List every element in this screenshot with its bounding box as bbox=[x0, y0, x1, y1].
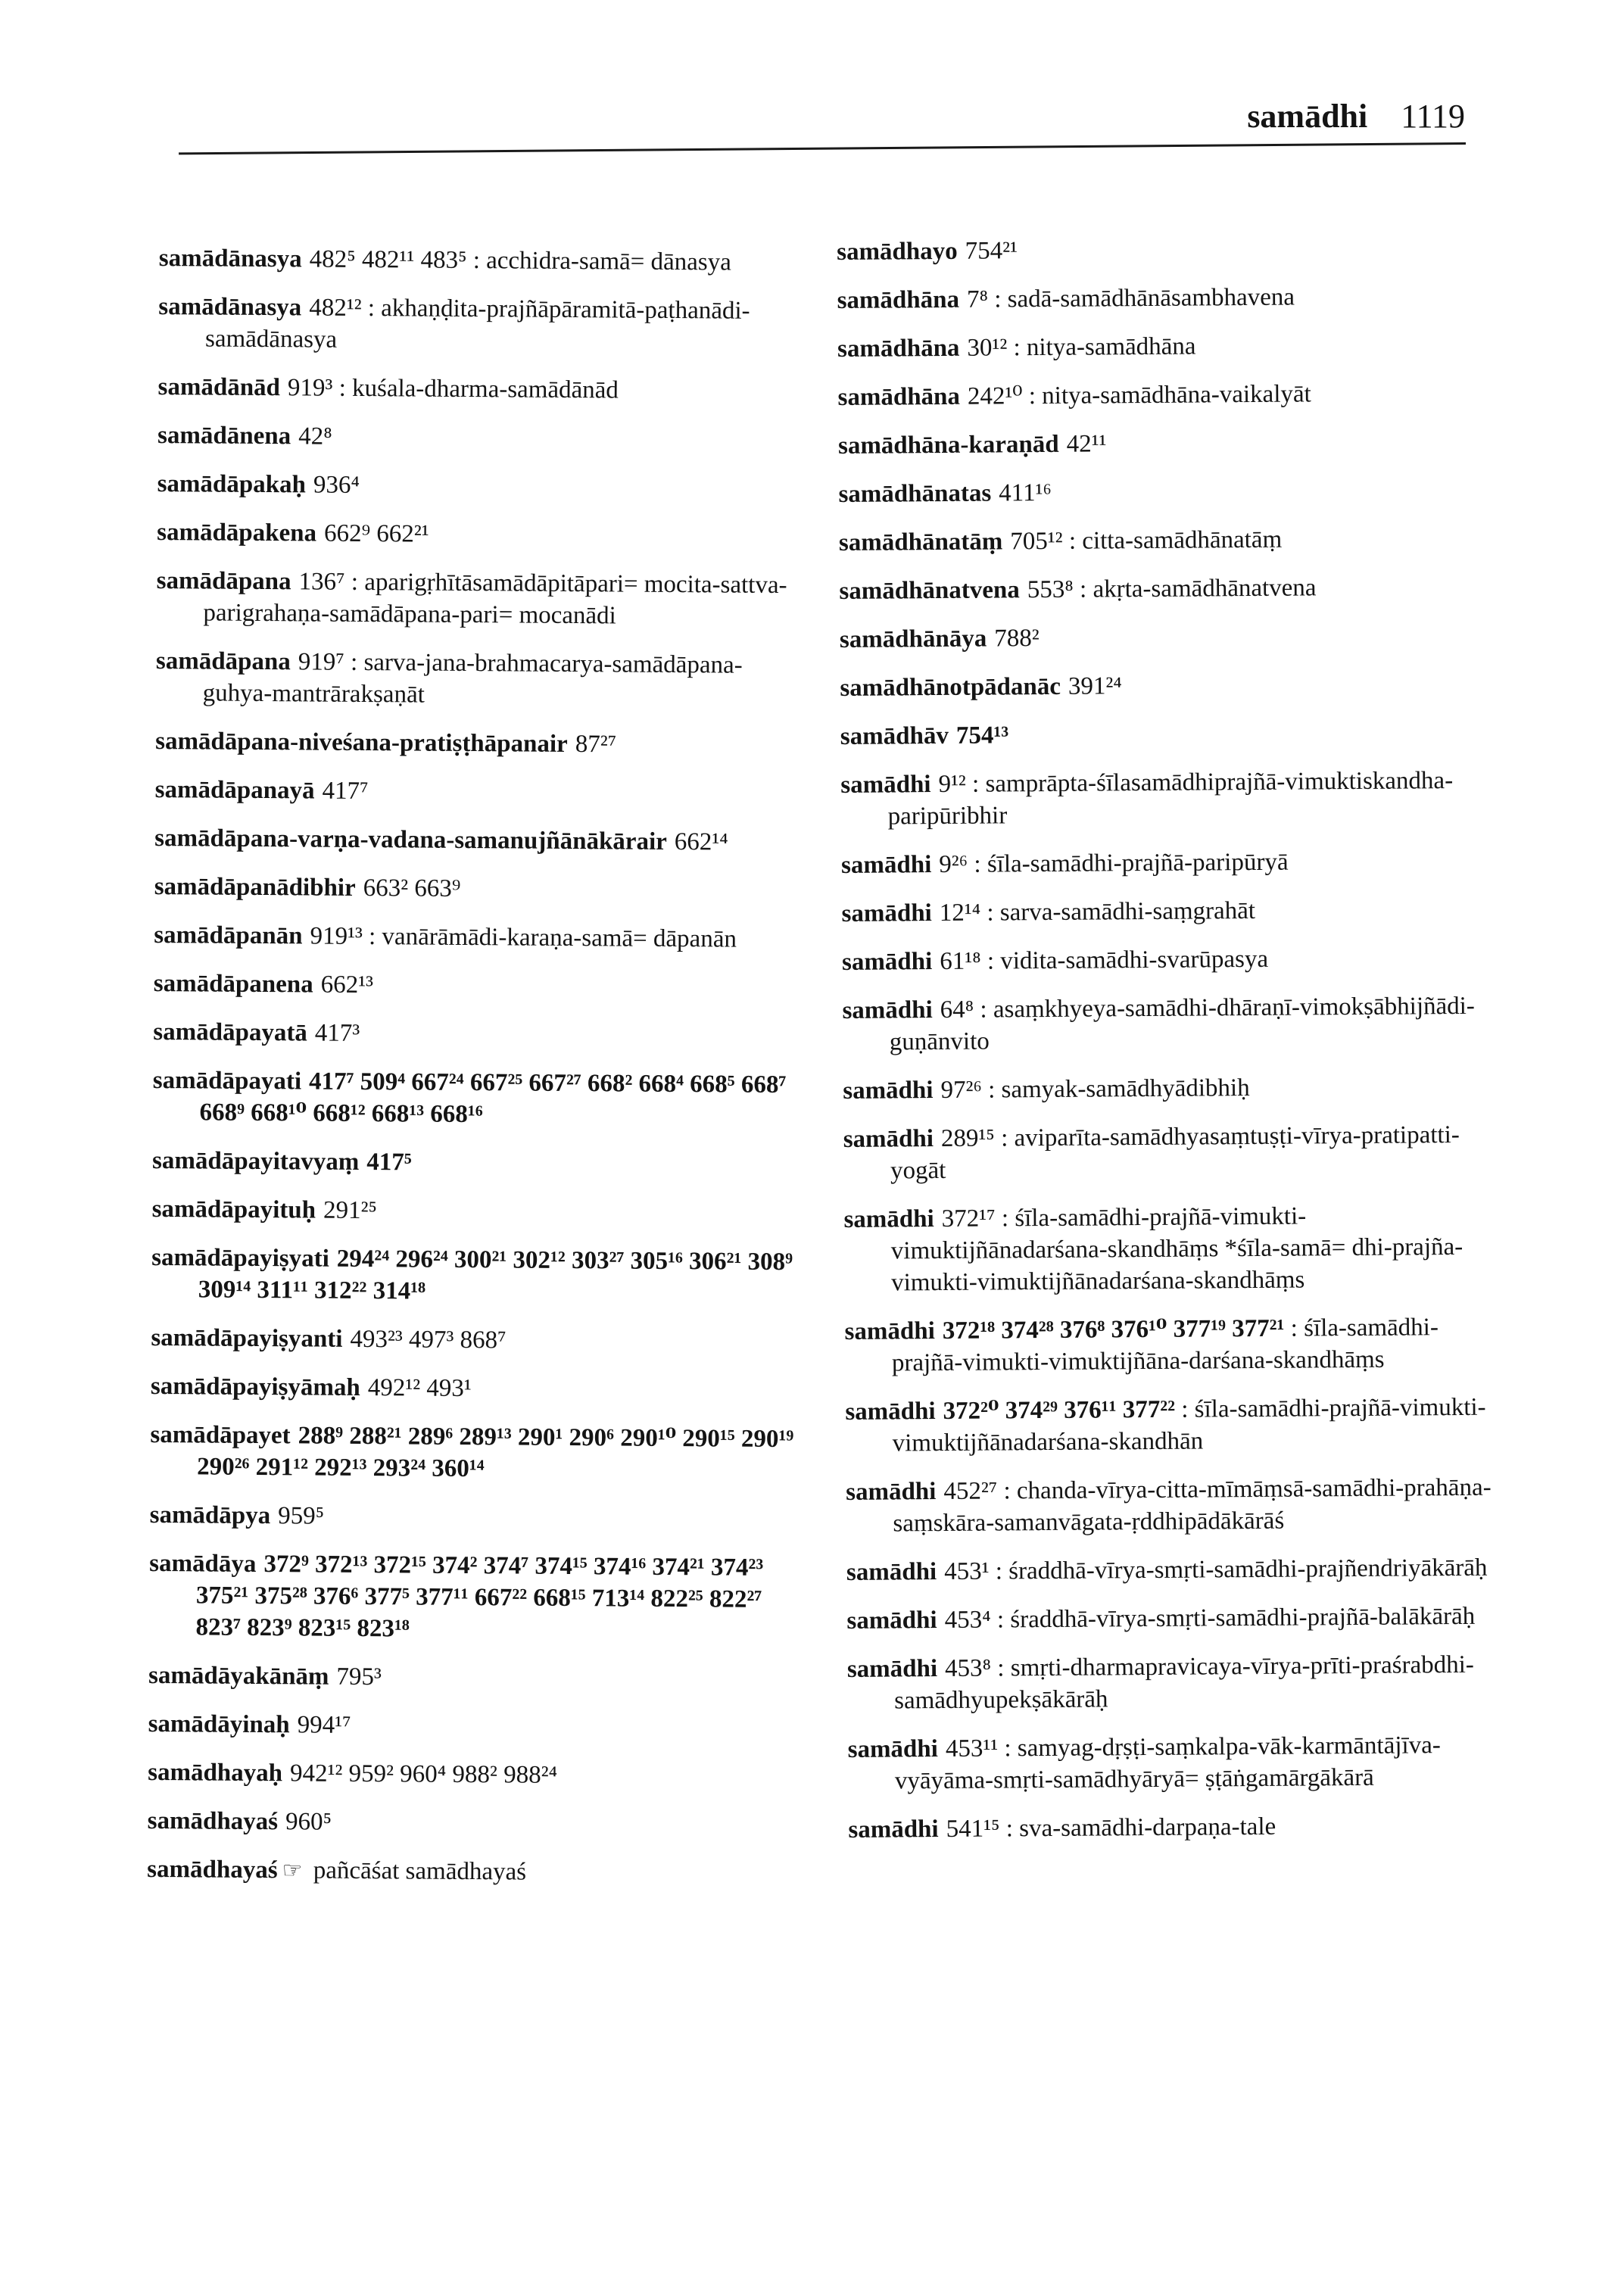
entry-gloss: : śraddhā-vīrya-smṛti-samādhi-prajñendriyākārāḥ bbox=[995, 1554, 1488, 1585]
index-entry bbox=[847, 1729, 1499, 1797]
entry-term: samādāpayitavyaṃ bbox=[151, 1146, 360, 1176]
entry-gloss: : nitya-samādhāna-vaikalyāt bbox=[1028, 380, 1311, 410]
page-number: 1119 bbox=[1401, 98, 1465, 135]
index-entry bbox=[843, 1119, 1495, 1187]
entry-references: 391²⁴ bbox=[1068, 672, 1122, 700]
entry-references: 291²⁵ bbox=[323, 1196, 378, 1225]
entry-gloss: : sarva-samādhi-saṃgrahāt bbox=[987, 896, 1256, 927]
entry-term: samādāpanān bbox=[154, 921, 303, 950]
entry-references: 960⁵ bbox=[285, 1808, 332, 1836]
index-entry bbox=[155, 774, 799, 810]
entry-references: 662¹⁴ bbox=[674, 828, 728, 856]
entry-references: 7⁸ bbox=[966, 285, 989, 313]
index-entry bbox=[839, 571, 1490, 607]
entry-references: 9²⁶ bbox=[939, 850, 968, 879]
right-column bbox=[837, 232, 1500, 1862]
entry-term: samādānasya bbox=[158, 244, 302, 273]
index-entry bbox=[848, 1809, 1499, 1846]
entry-references: 705¹² bbox=[1010, 527, 1063, 556]
index-entry bbox=[837, 377, 1488, 413]
entry-references: 242¹⁰ bbox=[967, 382, 1023, 410]
index-entry bbox=[157, 419, 801, 456]
entry-gloss: : sva-samādhi-darpaṇa-tale bbox=[1005, 1812, 1276, 1843]
index-entry bbox=[838, 425, 1489, 462]
entry-term: samādhānāya bbox=[839, 625, 987, 653]
entry-term: samādāpayiṣyanti bbox=[151, 1323, 343, 1353]
entry-references: 372⁹ 372¹³ 372¹⁵ 374² 374⁷ 374¹⁵ 374¹⁶ 374²¹ 374²³ 375²¹ 375²⁸ 376⁶ 377⁵ 377¹¹ 667²² 668¹⁵ 713¹⁴ 822²⁵ 822²⁷ 823⁷ 823⁹ 823¹⁵ 823¹⁸ bbox=[195, 1551, 764, 1643]
entry-term: samādhi bbox=[848, 1816, 939, 1844]
entry-gloss: : smṛti-dharmapravicaya-vīrya-prīti-praśrabdhi-samādhyupekṣākārāḥ bbox=[894, 1650, 1474, 1715]
entry-term: samādhāna bbox=[837, 382, 961, 411]
entry-term: samādhayaś bbox=[147, 1855, 278, 1884]
index-entry bbox=[151, 1193, 795, 1230]
index-entry bbox=[151, 1242, 796, 1310]
entry-term: samādhānatas bbox=[838, 479, 992, 508]
entry-term: samādhi bbox=[842, 996, 933, 1024]
entry-term: samādāpayatā bbox=[153, 1018, 308, 1047]
index-entry bbox=[841, 893, 1492, 930]
entry-term: samādāpayituḥ bbox=[151, 1195, 316, 1224]
entry-references: 372¹⁸ 374²⁸ 376⁸ 376¹⁰ 377¹⁹ 377²¹ bbox=[942, 1314, 1285, 1345]
index-entry bbox=[147, 1853, 790, 1890]
index-entry bbox=[150, 1499, 793, 1535]
index-entry bbox=[151, 1370, 794, 1407]
entry-references: 942¹² 959² 960⁴ 988² 988²⁴ bbox=[289, 1759, 558, 1789]
index-entry bbox=[843, 1071, 1494, 1107]
index-entry bbox=[152, 1145, 796, 1181]
entry-references: 453¹¹ bbox=[945, 1735, 999, 1763]
entry-term: samādhāna bbox=[837, 334, 960, 363]
entry-term: samādāpayet bbox=[150, 1420, 291, 1450]
entry-gloss: : śīla-samādhi-prajñā-vimukti-vimuktijñānadarśana-skandhān bbox=[892, 1393, 1486, 1457]
entry-term: samādāpanena bbox=[153, 969, 313, 999]
index-entry bbox=[842, 990, 1494, 1058]
entry-term: samādhi bbox=[840, 851, 932, 879]
index-entry bbox=[843, 1199, 1495, 1299]
index-entry bbox=[841, 845, 1492, 881]
index-entry bbox=[845, 1392, 1497, 1460]
entry-gloss: : citta-samādhānatāṃ bbox=[1068, 525, 1283, 555]
entry-term: samādāpanayā bbox=[154, 775, 315, 805]
index-entry bbox=[159, 242, 803, 279]
entry-references: 42⁸ bbox=[298, 422, 332, 450]
index-entry bbox=[154, 871, 798, 907]
entry-references: 288⁹ 288²¹ 289⁶ 289¹³ 290¹ 290⁶ 290¹⁰ 290¹⁵ 290¹⁹ 290²⁶ 291¹² 292¹³ 293²⁴ 360¹⁴ bbox=[197, 1422, 794, 1483]
entry-references: 12¹⁴ bbox=[939, 899, 981, 927]
entry-references: 417⁷ 509⁴ 667²⁴ 667²⁵ 667²⁷ 668² 668⁴ 668⁵ 668⁷ 668⁹ 668¹⁰ 668¹² 668¹³ 668¹⁶ bbox=[199, 1068, 787, 1129]
entry-references: 87²⁷ bbox=[575, 731, 617, 759]
entry-references: 754¹³ bbox=[955, 722, 1009, 750]
entry-term: samādhi bbox=[846, 1558, 937, 1586]
entry-term: samādāya bbox=[149, 1549, 257, 1578]
index-entry bbox=[148, 1660, 792, 1696]
entry-references: 30¹² bbox=[967, 334, 1008, 362]
entry-term: samādhi bbox=[846, 1478, 937, 1506]
entry-references: 452²⁷ bbox=[943, 1477, 998, 1506]
index-entry bbox=[148, 1756, 791, 1793]
entry-term: samādhi bbox=[843, 1125, 934, 1153]
entry-references: 294²⁴ 296²⁴ 300²¹ 302¹² 303²⁷ 305¹⁶ 306²¹ 308⁹ 309¹⁴ 311¹¹ 312²² 314¹⁸ bbox=[198, 1245, 793, 1305]
entry-term: samādānena bbox=[157, 421, 291, 450]
entry-term: samādhi bbox=[846, 1655, 938, 1683]
entry-references: 959⁵ bbox=[278, 1502, 325, 1530]
index-entry bbox=[842, 942, 1493, 978]
entry-term: samādhi bbox=[845, 1398, 936, 1426]
index-entry bbox=[157, 516, 800, 553]
entry-term: samādhānatāṃ bbox=[838, 528, 1003, 556]
entry-term: samādāpana bbox=[156, 566, 291, 596]
entry-references: 372²⁰ 374²⁹ 376¹¹ 377²² bbox=[943, 1395, 1176, 1426]
index-entry bbox=[156, 565, 800, 633]
entry-references: 9¹² bbox=[938, 770, 966, 799]
entry-references: 453⁴ bbox=[944, 1606, 991, 1635]
index-entry bbox=[155, 645, 800, 713]
entry-references: 417³ bbox=[314, 1019, 360, 1047]
index-entry bbox=[837, 280, 1488, 316]
entry-gloss: : akhaṇḍita-prajñāpāramitā-paṭhanādi-samādānasya bbox=[204, 295, 750, 354]
entry-term: samādāpanādibhir bbox=[154, 872, 356, 902]
pointing-hand-icon: ☞ bbox=[282, 1858, 303, 1884]
entry-term: samādhāv bbox=[840, 722, 949, 750]
entry-term: samādāpana-varṇa-vadana-samanujñānākārair bbox=[154, 824, 667, 856]
entry-term: samādāyakānāṃ bbox=[148, 1661, 329, 1691]
entry-term: samādāpana bbox=[155, 647, 291, 676]
entry-term: samādāpya bbox=[149, 1501, 271, 1530]
running-headword: samādhi bbox=[1247, 98, 1368, 135]
entry-gloss: : śīla-samādhi-prajñā-vimukti-vimuktijñānadarśana-skandhāṃs *śīla-samā= dhi-prajña-vimukti-vimuktijñānadarśana-skandhāṃs bbox=[890, 1202, 1463, 1297]
index-entry bbox=[838, 474, 1489, 510]
entry-term: samādhi bbox=[843, 1077, 934, 1105]
entry-gloss: : samyag-dṛṣṭi-saṃkalpa-vāk-karmāntājīva-vyāyāma-smṛti-samādhyāryā= ṣṭāṅgamārgākārā bbox=[894, 1731, 1441, 1795]
entry-references: 994¹⁷ bbox=[297, 1711, 351, 1739]
entry-references: 553⁸ bbox=[1027, 575, 1074, 604]
index-entry bbox=[153, 1016, 796, 1052]
entry-references: 919⁷ bbox=[298, 648, 344, 676]
entry-gloss: : aparigṛhītāsamādāpitāpari= mocita-sattva-parigrahaṇa-samādāpana-pari= mocanādi bbox=[203, 568, 787, 630]
index-entry bbox=[846, 1601, 1498, 1637]
entry-term: samādānasya bbox=[158, 292, 302, 322]
index-entry bbox=[846, 1552, 1498, 1588]
entry-term: samādāpana-niveśana-pratiṣṭhāpanair bbox=[155, 727, 568, 758]
index-entry bbox=[157, 371, 801, 407]
entry-references: 372¹⁷ bbox=[941, 1205, 996, 1233]
entry-term: samādhayaś bbox=[147, 1806, 279, 1836]
entry-term: samādhayo bbox=[837, 237, 958, 266]
left-column bbox=[147, 242, 803, 1907]
index-entry bbox=[837, 232, 1488, 268]
entry-term: samādhi bbox=[846, 1607, 937, 1635]
entry-references: 482⁵ 482¹¹ 483⁵ bbox=[309, 245, 467, 274]
index-entry bbox=[152, 1064, 796, 1133]
entry-term: samādhi bbox=[844, 1317, 935, 1345]
index-entry bbox=[157, 468, 801, 504]
index-entry bbox=[840, 716, 1492, 753]
entry-term: samādāpayati bbox=[152, 1066, 302, 1096]
entry-gloss: : samyak-samādhyādibhiḥ bbox=[988, 1074, 1250, 1104]
entry-gloss: : śīla-samādhi-prajñā-paripūryā bbox=[974, 848, 1289, 878]
entry-gloss: : vidita-samādhi-svarūpasya bbox=[987, 945, 1269, 975]
index-entry bbox=[148, 1548, 793, 1647]
entry-gloss: : nitya-samādhāna bbox=[1013, 332, 1196, 362]
index-entry bbox=[840, 619, 1491, 656]
entry-term: samādhi bbox=[840, 771, 931, 799]
entry-term: samādānād bbox=[157, 372, 281, 402]
entry-references: 136⁷ bbox=[298, 568, 345, 596]
entry-references: 492¹² 493¹ bbox=[367, 1374, 472, 1403]
entry-term: samādhi bbox=[843, 1205, 934, 1233]
entry-gloss: : sarva-jana-brahmacarya-samādāpana-guhya-mantrārakṣaṇāt bbox=[202, 648, 743, 709]
entry-term: samādhāna-karaṇād bbox=[837, 430, 1059, 460]
index-entry bbox=[847, 1649, 1499, 1717]
entry-references: 795³ bbox=[336, 1663, 382, 1691]
entry-term: samādāpayiṣyāmaḥ bbox=[150, 1372, 360, 1401]
entry-term: samādhānatvena bbox=[839, 576, 1020, 605]
index-entry bbox=[840, 765, 1492, 833]
entry-term: samādhi bbox=[847, 1735, 939, 1763]
running-head bbox=[1247, 97, 1465, 136]
index-entry bbox=[158, 291, 803, 359]
entry-gloss: : aviparīta-samādhyasaṃtuṣṭi-vīrya-pratipatti-yogāt bbox=[890, 1121, 1460, 1185]
index-entry bbox=[840, 668, 1491, 704]
entry-gloss: : chanda-vīrya-citta-mīmāṃsā-samādhi-prahāṇa-saṃskāra-samanvāgata-ṛddhipādākārāś bbox=[893, 1473, 1492, 1538]
index-entry bbox=[154, 919, 797, 955]
entry-term: samādhi bbox=[841, 948, 933, 976]
entry-references: 453¹ bbox=[944, 1557, 990, 1586]
entry-term: samādhānotpādanāc bbox=[840, 672, 1061, 702]
entry-references: 919³ bbox=[287, 374, 333, 402]
entry-references: 541¹⁵ bbox=[946, 1815, 1000, 1843]
entry-gloss: : kuśala-dharma-samādānād bbox=[338, 374, 619, 404]
index-entry bbox=[155, 725, 799, 762]
header-rule bbox=[179, 142, 1466, 154]
entry-references: 42¹¹ bbox=[1066, 430, 1107, 458]
entry-references: 64⁸ bbox=[940, 996, 974, 1024]
entry-term: samādāyinaḥ bbox=[148, 1710, 290, 1739]
entry-references: 97²⁶ bbox=[940, 1076, 983, 1105]
entry-references: 788² bbox=[994, 625, 1040, 653]
entry-references: 663² 663⁹ bbox=[363, 874, 461, 902]
entry-references: 453⁸ bbox=[944, 1654, 992, 1683]
index-entry bbox=[151, 1322, 794, 1358]
entry-gloss: : śraddhā-vīrya-smṛti-samādhi-prajñā-balākārāḥ bbox=[996, 1602, 1476, 1634]
entry-term: samādhayaḥ bbox=[148, 1758, 283, 1788]
entry-gloss: : sadā-samādhānāsambhavena bbox=[994, 283, 1295, 313]
entry-references: 482¹² bbox=[309, 294, 362, 322]
entry-references: 411¹⁶ bbox=[999, 478, 1052, 507]
entry-gloss: : asaṃkhyeya-samādhi-dhāraṇī-vimokṣābhijñādi-guṇānvito bbox=[889, 992, 1475, 1056]
entry-term: samādāpakena bbox=[157, 518, 317, 547]
entry-references: 936⁴ bbox=[313, 471, 360, 499]
index-entry bbox=[148, 1708, 792, 1744]
entry-gloss: : akṛta-samādhānatvena bbox=[1079, 574, 1317, 603]
entry-gloss: : śīla-samādhi-prajñā-vimukti-vimuktijñāna-darśana-skandhāṃs bbox=[891, 1314, 1439, 1377]
entry-term: samādhāna bbox=[837, 285, 960, 314]
entry-references: 61¹⁸ bbox=[940, 947, 981, 976]
entry-gloss: pañcāśat samādhayaś bbox=[313, 1856, 527, 1886]
entry-references: 289¹⁵ bbox=[940, 1124, 995, 1153]
entry-references: 662¹³ bbox=[320, 971, 374, 999]
index-entry bbox=[839, 522, 1490, 559]
entry-term: samādāpayiṣyati bbox=[151, 1243, 330, 1273]
entry-references: 662⁹ 662²¹ bbox=[323, 519, 429, 548]
entry-term: samādāpakaḥ bbox=[157, 469, 307, 499]
index-entry bbox=[846, 1472, 1498, 1540]
entry-references: 754²¹ bbox=[965, 237, 1018, 265]
entry-gloss: : acchidra-samā= dānasya bbox=[472, 247, 732, 276]
index-entry bbox=[154, 822, 798, 859]
entry-references: 417⁷ bbox=[322, 777, 369, 806]
index-entry bbox=[150, 1419, 794, 1487]
index-entry bbox=[844, 1311, 1496, 1379]
index-entry bbox=[154, 968, 797, 1004]
index-entry bbox=[148, 1805, 791, 1841]
entry-term: samādhi bbox=[841, 899, 932, 927]
entry-references: 417⁵ bbox=[366, 1149, 412, 1177]
entry-gloss: : vanārāmādi-karaṇa-samā= dāpanān bbox=[368, 923, 737, 953]
entry-gloss: : samprāpta-śīlasamādhiprajñā-vimuktiskandha-paripūribhir bbox=[887, 767, 1454, 831]
entry-references: 919¹³ bbox=[310, 922, 363, 950]
entry-references: 493²³ 497³ 868⁷ bbox=[350, 1325, 507, 1354]
index-entry bbox=[837, 329, 1488, 365]
